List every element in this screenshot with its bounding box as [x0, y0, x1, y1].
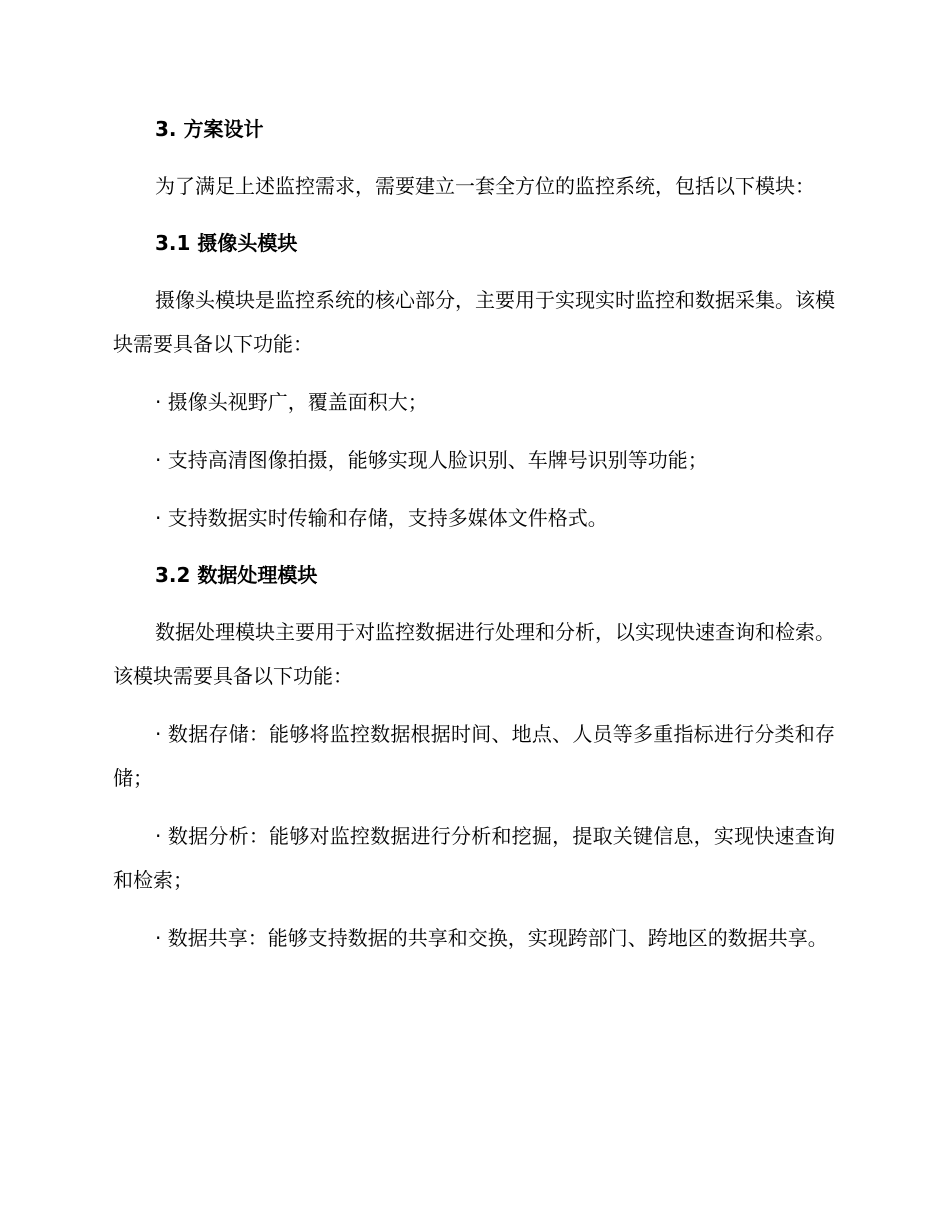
- bullet-item: · 支持高清图像拍摄，能够实现人脸识别、车牌号识别等功能；: [155, 448, 708, 472]
- section-3-2-intro: 数据处理模块主要用于对监控数据进行处理和分析，以实现快速查询和检索。该模块需要具备以下功能：: [113, 620, 835, 688]
- bullet-item: · 摄像头视野广，覆盖面积大；: [155, 390, 428, 414]
- section-3-intro: 为了满足上述监控需求，需要建立一套全方位的监控系统，包括以下模块：: [155, 174, 815, 198]
- section-3-1-intro: 摄像头模块是监控系统的核心部分，主要用于实现实时监控和数据采集。该模块需要具备以下功能：: [113, 288, 835, 356]
- section-heading-3-1: 3.1 摄像头模块: [155, 231, 298, 255]
- section-heading-3: 3. 方案设计: [155, 117, 264, 141]
- document-body: [113, 108, 835, 960]
- section-heading-3-2: 3.2 数据处理模块: [155, 563, 318, 587]
- bullet-item: · 支持数据实时传输和存储，支持多媒体文件格式。: [155, 506, 608, 530]
- bullet-item: · 数据存储：能够将监控数据根据时间、地点、人员等多重指标进行分类和存储；: [113, 722, 835, 790]
- bullet-item: · 数据共享：能够支持数据的共享和交换，实现跨部门、跨地区的数据共享。: [155, 926, 828, 950]
- bullet-item: · 数据分析：能够对监控数据进行分析和挖掘，提取关键信息，实现快速查询和检索；: [113, 824, 835, 892]
